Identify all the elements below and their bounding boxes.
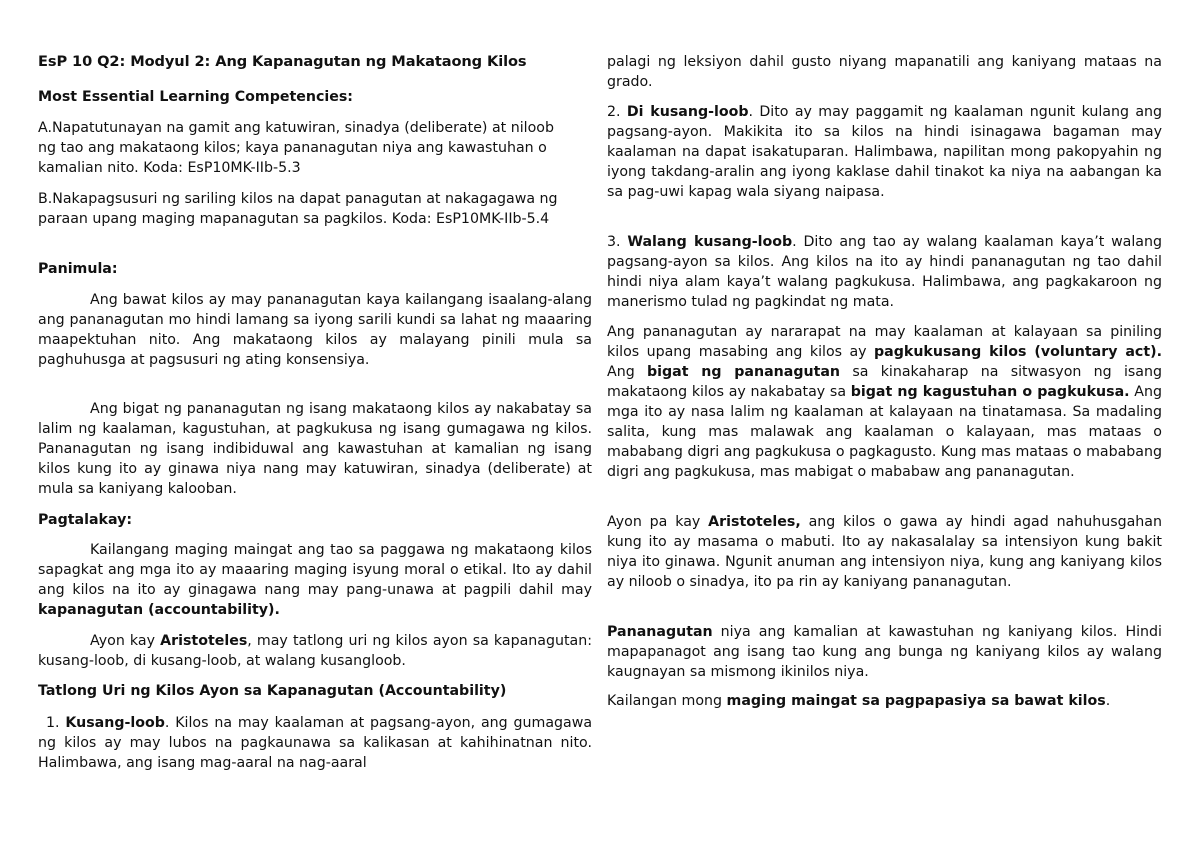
- pananagutan-niya-paragraph: [607, 622, 1162, 682]
- p4-text-a: Ang pananagutan ay nararapat na may kaalaman at kalayaan sa piniling kilos upang masabing ang kilos ay: [607, 324, 1162, 360]
- panimula-paragraph-2: Ang bigat ng pananagutan ng isang makataong kilos ay nakabatay sa lalim ng kaalaman, kagustuhan, at pagkukusa ng isang gumagawa ng kilos. Pananagutan ng isang indibiduwal ang kawastuhan at kamalian ng isang kilos kung ito ay ginawa niya nang may katuwiran, sinadya (deliberate) at mula sa kaniyang kalooban.: [38, 401, 592, 497]
- p4-text-e: Ang mga ito ay nasa lalim ng kaalaman at kalayaan na tinatamasa. Sa madaling salita, kung mas malawak ang kaalaman o kalayaan, mas mataas o mababang digri ang pagkukusa o pagkagusto. Kung mas mataas o mababang digri ang pagkukusa, mas mabigat o mababaw ang pananagutan.: [607, 384, 1162, 480]
- p4-text-d: sa kinakaharap na sitwasyon ng isang makataong kilos ay nakabatay sa: [607, 364, 1162, 400]
- p4-bold-bigat-kagustuhan: bigat ng kagustuhan o pagkukusa.: [850, 384, 1130, 400]
- p5-bold-aristoteles: Aristoteles,: [708, 514, 801, 530]
- module-title: EsP 10 Q2: Modyul 2: Ang Kapanagutan ng Makataong Kilos: [38, 53, 527, 70]
- item-1-term: Kusang-loob: [65, 715, 165, 731]
- mel-item-a: A.Napatutunayan na gamit ang katuwiran, sinadya (deliberate) at niloob ng tao ang makataong kilos; kaya pananagutan niya ang kawastuhan o kamalian nito. Koda: EsP10MK-IIb-5.3: [38, 120, 554, 176]
- item-2-di-kusang-loob: [607, 102, 1162, 202]
- p4-bold-voluntary-act: pagkukusang kilos (voluntary act).: [874, 344, 1162, 360]
- pagtalakay-heading: Pagtalakay:: [38, 512, 133, 528]
- item-2-number: 2.: [607, 104, 627, 120]
- p6-bold-pananagutan: Pananagutan: [607, 624, 713, 640]
- pagtalakay-p2-pre: Ayon kay: [90, 633, 161, 649]
- pagtalakay-p1-bold: kapanagutan (accountability).: [38, 602, 280, 618]
- item-3-text: . Dito ang tao ay walang kaalaman kaya’t walang pagsang-ayon sa kilos. Ang kilos na ito ay hindi pananagutan ng tao dahil hindi niya alam kaya’t walang pagkukusa. Halimbawa, ang pagkakaroon ng manerismo tulad ng pagkindat ng mata.: [607, 234, 1162, 310]
- pagtalakay-paragraph-2: [38, 631, 592, 671]
- item-2-text: . Dito ay may paggamit ng kaalaman ngunit kulang ang pagsang-ayon. Makikita ito sa kilos na hindi isinagawa bagaman may kaalaman na dapat isakatuparan. Halimbawa, napilitan mong pakopyahin ng iyong takdang-aralin ang iyong kaklase dahil tinakot ka niya na aabangan ka sa pag-uwi kapag wala siyang naipasa.: [607, 104, 1163, 200]
- p6-text: niya ang kamalian at kawastuhan ng kaniyang kilos. Hindi mapapanagot ang isang tao kung ang bunga ng kaniyang kilos ay walang kaugnayan sa mismong ikinilos niya.: [607, 624, 1162, 680]
- pagtalakay-p1-text: Kailangang maging maingat ang tao sa paggawa ng makataong kilos sapagkat ang mga ito ay maaaring maging isyung moral o etikal. Ito ay dahil ang kilos na ito ay ginagawa nang may pang-unawa at pagpili dahil may: [38, 542, 592, 598]
- p5-text-a: Ayon pa kay: [607, 514, 709, 530]
- mel-item-b: B.Nakapagsusuri ng sariling kilos na dapat panagutan at nakagagawa ng paraan upang maging mapanagutan sa pagkilos. Koda: EsP10MK-IIb-5.4: [38, 191, 558, 227]
- continuation-text: palagi ng leksiyon dahil gusto niyang mapanatili ang kaniyang mataas na grado.: [607, 54, 1162, 90]
- item-1-kusang-loob: [38, 713, 592, 773]
- p7-text-a: Kailangan mong: [607, 693, 727, 709]
- item-3-term: Walang kusang-loob: [627, 234, 793, 250]
- tatlong-uri-heading: Tatlong Uri ng Kilos Ayon sa Kapanagutan (Accountability): [38, 683, 507, 699]
- panimula-paragraph-1: Ang bawat kilos ay may pananagutan kaya kailangang isaalang-alang ang pananagutan mo hindi lamang sa iyong sarili kundi sa lahat ng maaaring maapektuhan nito. Ang makataong kilos ay malayang pinili mula sa paghuhusga at pagsusuri ng ating konsensiya.: [38, 292, 592, 368]
- p4-text-c: Ang: [607, 364, 647, 380]
- aristoteles-paragraph: [607, 512, 1162, 592]
- p5-text-c: ang kilos o gawa ay hindi agad nahuhusgahan kung ito ay masama o mabuti. Ito ay nakasalalay sa intensiyon kung bakit niya ito ginawa. Ngunit anuman ang intensiyon niya, kung ang kaniyang kilos ay niloob o sinadya, ito pa rin ay kaniyang pananagutan.: [607, 514, 1162, 590]
- mel-heading: Most Essential Learning Competencies:: [38, 89, 353, 105]
- item-3-walang-kusang-loob: [607, 232, 1162, 312]
- item-2-term: Di kusang-loob: [626, 104, 749, 120]
- pagtalakay-p2-post: , may tatlong uri ng kilos ayon sa kapanagutan: kusang-loob, di kusang-loob, at walang kusangloob.: [38, 633, 592, 669]
- p7-period: .: [1105, 693, 1111, 709]
- p4-bold-bigat-pananagutan: bigat ng pananagutan: [647, 364, 841, 380]
- panimula-heading: Panimula:: [38, 261, 118, 277]
- item-1-text: . Kilos na may kaalaman at pagsang-ayon, ang gumagawa ng kilos ay may lubos na pagkaunawa sa kalikasan at kahihinatnan nito. Halimbawa, ang isang mag-aaral na nag-aaral: [38, 715, 593, 771]
- closing-paragraph: [607, 691, 1162, 711]
- pagtalakay-p2-bold: Aristoteles: [160, 633, 248, 649]
- p7-bold-maging-maingat: maging maingat sa pagpapasiya sa bawat kilos: [726, 693, 1106, 709]
- item-3-number: 3.: [607, 234, 628, 250]
- pananagutan-paragraph: [607, 322, 1162, 482]
- item-1-number: 1.: [46, 715, 66, 731]
- pagtalakay-paragraph-1: [38, 540, 592, 620]
